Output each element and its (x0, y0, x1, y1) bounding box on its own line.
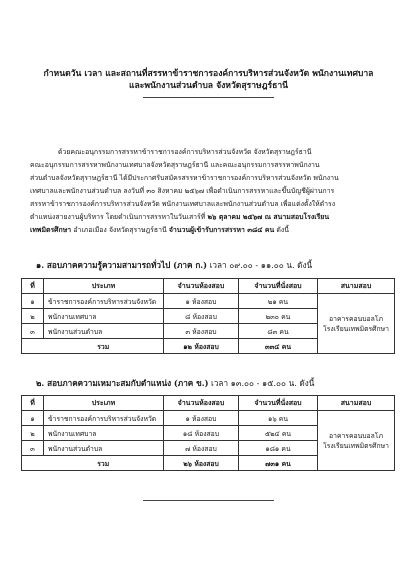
row-no: ๒ (22, 426, 44, 441)
col-header-type: ประเภท (44, 396, 164, 411)
total-rooms: ๑๒ ห้องสอบ (164, 339, 239, 354)
table-row (22, 294, 395, 309)
row-no: ๑ (22, 411, 44, 426)
section-1-time: เวลา ๐๙.๐๐ - ๑๑.๐๐ น. ดังนี้ (207, 260, 313, 270)
intro-line-5: สรรหาข้าราชการองค์การบริหารส่วนจังหวัด พนักงานเทศบาลและพนักงานส่วนตำบล เพื่อแต่งตั้งให้ดำรง (30, 200, 336, 208)
school-name: เทพมิตรศึกษา (30, 226, 72, 234)
row-no: ๑ (22, 294, 44, 309)
row-seats: ๕๒๔ คน (239, 426, 318, 441)
row-seats: ๘๓ คน (239, 324, 318, 339)
row-rooms: ๑ ห้องสอบ (164, 411, 239, 426)
row-rooms: ๓ ห้องสอบ (164, 324, 239, 339)
title-underline (143, 97, 274, 98)
col-header-seats: จำนวนที่นั่งสอบ (239, 396, 318, 411)
intro-line-7 (30, 224, 378, 237)
row-rooms: ๑ ห้องสอบ (164, 294, 239, 309)
row-type: พนักงานเทศบาล (44, 426, 164, 441)
intro-line-6-text: ตำแหน่งสายงานผู้บริหาร โดยดำเนินการสรรหาในวันเสาร์ที่ (30, 213, 208, 221)
total-seats: ๗๓๑ คน (239, 456, 318, 471)
section-2-title: ๒. สอบภาคความเหมาะสมกับตำแหน่ง (ภาค ข.) (36, 378, 209, 388)
intro-line-4: เทศบาลและพนักงานส่วนตำบล ลงวันที่ ๓๐ สิงหาคม ๒๕๖๗ เพื่อดำเนินการสรรหาและขึ้นบัญชีผู้ผ่านการ (30, 187, 335, 195)
row-type: ข้าราชการองค์การบริหารส่วนจังหวัด (44, 411, 164, 426)
section-2-table (21, 395, 395, 471)
total-label: รวม (44, 456, 164, 471)
row-type: พนักงานส่วนตำบล (44, 441, 164, 456)
total-seats: ๓๓๔ คน (239, 339, 318, 354)
row-rooms: ๘ ห้องสอบ (164, 309, 239, 324)
col-header-rooms: จำนวนห้องสอบ (164, 279, 239, 294)
intro-line-3: ส่วนตำบลจังหวัดสุราษฎร์ธานี ได้มีประกาศรับสมัครสรรหาข้าราชการองค์การบริหารส่วนจังหวัด พนักงาน (30, 174, 339, 182)
total-label: รวม (44, 339, 164, 354)
section-1-title: ๑. สอบภาคความรู้ความสามารถทั่วไป (ภาค ก.) (36, 260, 207, 270)
venue-cell: อาคารคอนบอลโภ โรงเรียนเทพมิตรศึกษา (318, 294, 395, 354)
intro-line-7-end: ดังนี้ (274, 226, 289, 234)
total-rooms: ๒๖ ห้องสอบ (164, 456, 239, 471)
row-type: ข้าราชการองค์การบริหารส่วนจังหวัด (44, 294, 164, 309)
closing-rule (143, 500, 274, 501)
row-no: ๒ (22, 309, 44, 324)
table-header-row (22, 279, 395, 294)
row-type: พนักงานส่วนตำบล (44, 324, 164, 339)
row-rooms: ๗ ห้องสอบ (164, 441, 239, 456)
row-type: พนักงานเทศบาล (44, 309, 164, 324)
section-1-heading (36, 259, 376, 271)
row-no: ๓ (22, 324, 44, 339)
row-seats: ๒๑ คน (239, 294, 318, 309)
table-header-row (22, 396, 395, 411)
document-title-line-1: กำหนดวัน เวลา และสถานที่สรรหาข้าราชการองค์การบริหารส่วนจังหวัด พนักงานเทศบาล (43, 69, 374, 79)
document-title-line-2: และพนักงานส่วนตำบล จังหวัดสุราษฎร์ธานี (128, 81, 289, 91)
col-header-no: ที่ (22, 396, 44, 411)
intro-line-1: ด้วยคณะอนุกรรมการสรรหาข้าราชการองค์การบริหารส่วนจังหวัด จังหวัดสุราษฎร์ธานี (58, 148, 312, 156)
section-2-heading (36, 377, 376, 389)
col-header-no: ที่ (22, 279, 44, 294)
row-rooms: ๑๘ ห้องสอบ (164, 426, 239, 441)
location-text: อำเภอเมือง จังหวัดสุราษฎร์ธานี (71, 226, 169, 234)
col-header-rooms: จำนวนห้องสอบ (164, 396, 239, 411)
col-header-venue: สนามสอบ (318, 279, 395, 294)
col-header-type: ประเภท (44, 279, 164, 294)
row-seats: ๑๘๑ คน (239, 441, 318, 456)
col-header-seats: จำนวนที่นั่งสอบ (239, 279, 318, 294)
exam-date-venue: ๒๖ ตุลาคม ๒๕๖๗ ณ สนามสอบโรงเรียน (207, 213, 330, 221)
intro-paragraph (30, 146, 378, 237)
table-row (22, 411, 395, 426)
total-spacer (22, 456, 44, 471)
intro-line-6 (30, 211, 378, 224)
candidate-count: จำนวนผู้เข้ารับการสรรหา ๓๘๔ คน (168, 226, 275, 234)
intro-line-2: คณะอนุกรรมการสรรหาพนักงานเทศบาลจังหวัดสุราษฎร์ธานี และคณะอนุกรรมการสรรหาพนักงาน (30, 161, 320, 169)
section-2-time: เวลา ๑๓.๐๐ - ๑๕.๐๐ น. ดังนี้ (208, 378, 315, 388)
row-no: ๓ (22, 441, 44, 456)
row-seats: ๑๖ คน (239, 411, 318, 426)
col-header-venue: สนามสอบ (318, 396, 395, 411)
venue-cell: อาคารคอนบอลโภ โรงเรียนเทพมิตรศึกษา (318, 411, 395, 471)
total-spacer (22, 339, 44, 354)
row-seats: ๒๓๐ คน (239, 309, 318, 324)
section-1-table (21, 278, 395, 354)
